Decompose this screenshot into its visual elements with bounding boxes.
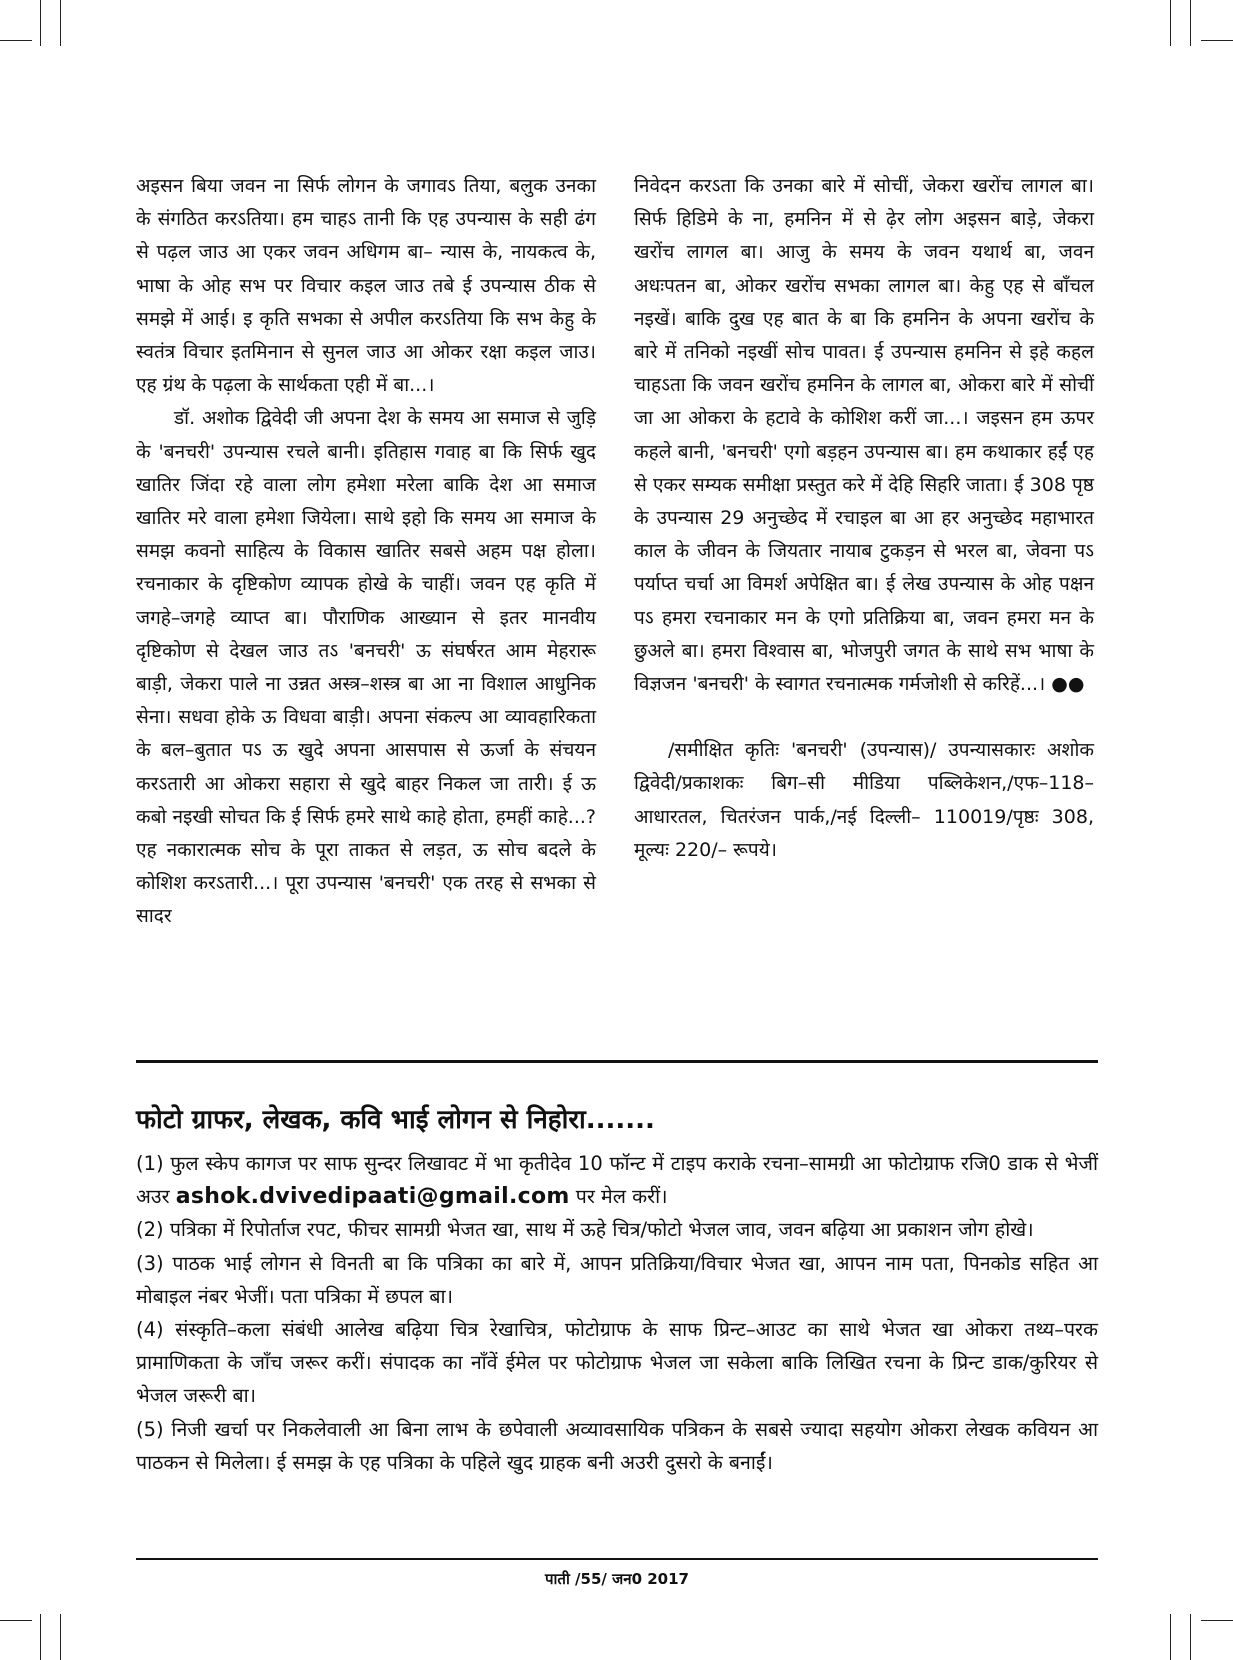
notice-item bbox=[136, 1147, 1098, 1213]
crop-mark bbox=[1190, 1614, 1191, 1660]
notice-item: (2) पत्रिका में रिपोर्ताज रपट, फीचर सामग्री भेजत खा, साथ में ऊहे चित्र/फोटो भेजल जाव, जवन बढ़िया आ प्रकाशन जोग होखे। bbox=[136, 1218, 1034, 1242]
page-footer: पाती /55/ जन0 2017 bbox=[545, 1570, 689, 1588]
crop-mark bbox=[60, 0, 61, 46]
crop-mark bbox=[1170, 0, 1171, 46]
article-paragraph: डॉ. अशोक द्विवेदी जी अपना देश के समय आ समाज से जुड़ि के 'बनचरी' उपन्यास रचले बानी। इतिहास गवाह बा कि सिर्फ खुद खातिर जिंदा रहे वाला लोग हमेशा मरेला बाकि देश आ समाज खातिर मरे वाला हमेशा जियेला। साथे इहो कि समय आ समाज के समझ कवनो साहित्य के विकास खातिर सबसे अहम पक्ष होला। रचनाकार के दृष्टिकोण व्यापक होखे के चाहीं। जवन एह कृति में जगहे–जगहे व्याप्त बा। पौराणिक आख्यान से इतर मानवीय दृष्टिकोण से देखल जाउ तऽ 'बनचरी' ऊ संघर्षरत आम मेहरारू बाड़ी, जेकरा पाले ना उन्नत अस्त्र–शस्त्र बा आ ना विशाल आधुनिक सेना। सधवा होके ऊ विधवा बाड़ी। अपना संकल्प आ व्यावहारिकता के बल–बुतात पऽ ऊ खुदे अपना आसपास से ऊर्जा के संचयन करऽतारी आ ओकरा सहारा से खुदे बाहर निकल जा तारी। ई ऊ कबो नइखी सोचत कि ई सिर्फ हमरे साथे काहे होता, हमहीं काहे...? एह नकारात्मक सोच के पूरा ताकत से लड़त, ऊ सोच बदले के कोशिश करऽतारी...। पूरा उपन्यास 'बनचरी' एक तरह से सभका से सादर bbox=[136, 407, 596, 928]
crop-mark bbox=[40, 1614, 41, 1660]
crop-mark bbox=[40, 0, 41, 46]
article-paragraph: निवेदन करऽता कि उनका बारे में सोचीं, जेकरा खरोंच लागल बा। सिर्फ हिडिमे के ना, हमनिन में से ढ़ेर लोग अइसन बाड़े, जेकरा खरोंच लागल बा। आजु के समय के जवन यथार्थ बा, जवन अधःपतन बा, ओकर खरोंच सभका लागल बा। केहु एह से बाँचल नइखें। बाकि दुख एह बात के बा कि हमनिन के अपना खरोंच के बारे में तनिको नइखीं सोच पावत। ई उपन्यास हमनिन से इहे कहल चाहऽता कि जवन खरोंच हमनिन के लागल बा, ओकरा बारे में सोचीं जा आ ओकरा के हटावे के कोशिश करीं जा...। जइसन हम ऊपर कहले बानी, 'बनचरी' एगो बड़हन उपन्यास बा। हम कथाकार हईं एह से एकर सम्यक समीक्षा प्रस्तुत करे में देहि सिहरि जाता। ई 308 पृष्ठ के उपन्यास 29 अनुच्छेद में रचाइल बा आ हर अनुच्छेद महाभारत काल के जीवन के जियतार नायाब टुकड़न से भरल बा, जेवना पऽ पर्याप्त चर्चा आ विमर्श अपेक्षित बा। ई लेख उपन्यास के ओह पक्षन पऽ हमरा रचनाकार मन के एगो प्रतिक्रिया बा, जवन हमरा मन के छुअले बा। हमरा विश्वास बा, भोजपुरी जगत के साथे सभ भाषा के विज्ञजन 'बनचरी' के स्वागत रचनात्मक गर्मजोशी से करिहें...। ●● bbox=[634, 175, 1094, 696]
footer-rule bbox=[136, 1558, 1098, 1560]
notice-list bbox=[136, 1147, 1098, 1479]
crop-mark bbox=[1190, 0, 1191, 46]
article-column-left bbox=[136, 170, 596, 934]
crop-mark bbox=[0, 40, 32, 41]
notice-item: (3) पाठक भाई लोगन से विनती बा कि पत्रिका का बारे में, आपन प्रतिक्रिया/विचार भेजत खा, आपन नाम पता, पिनकोड सहित आ मोबाइल नंबर भेजीं। पता पत्रिका में छपल बा। bbox=[136, 1251, 1098, 1308]
crop-mark bbox=[1201, 1620, 1233, 1621]
crop-mark bbox=[0, 1620, 32, 1621]
article-paragraph: अइसन बिया जवन ना सिर्फ लोगन के जगावऽ तिया, बलुक उनका के संगठित करऽतिया। हम चाहऽ तानी कि एह उपन्यास के सही ढंग से पढ़ल जाउ आ एकर जवन अधिगम बा– न्यास के, नायकत्व के, भाषा के ओह सभ पर विचार कइल जाउ तबे ई उपन्यास ठीक से समझे में आई। इ कृति सभका से अपील करऽतिया कि सभ केहु के स्वतंत्र विचार इतमिनान से सुनल जाउ आ ओकर रक्षा कइल जाउ। एह ग्रंथ के पढ़ला के सार्थकता एही में बा...। bbox=[136, 175, 596, 397]
notice-item: (4) संस्कृति–कला संबंधी आलेख बढ़िया चित्र रेखाचित्र, फोटोग्राफ के साफ प्रिन्ट–आउट का साथे भेजत खा ओकरा तथ्य–परक प्रामाणिकता के जाँच जरूर करीं। संपादक का नाँवें ईमेल पर फोटोग्राफ भेजल जा सकेला बाकि लिखित रचना के प्रिन्ट डाक/कुरियर से भेजल जरूरी बा। bbox=[136, 1318, 1098, 1408]
email-address[interactable]: ashok.dvivedipaati@gmail.com bbox=[175, 1184, 570, 1210]
notice-item-text: पर मेल करीं। bbox=[569, 1185, 668, 1209]
crop-mark bbox=[1201, 40, 1233, 41]
notice-heading: फोटो ग्राफर, लेखक, कवि भाई लोगन से निहोरा....... bbox=[136, 1105, 655, 1135]
book-credit: /समीक्षित कृतिः 'बनचरी' (उपन्यास)/ उपन्यासकारः अशोक द्विवेदी/प्रकाशकः बिग–सी मीडिया पब्लिकेशन,/एफ–118–आधारतल, चितरंजन पार्क,/नई दिल्ली– 110019/पृष्ठः 308, मूल्यः 220/– रूपये। bbox=[634, 739, 1094, 861]
section-divider bbox=[136, 1060, 1098, 1063]
article-column-right bbox=[634, 170, 1094, 867]
crop-mark bbox=[1170, 1614, 1171, 1660]
crop-mark bbox=[60, 1614, 61, 1660]
notice-item-text: (1) फुल स्केप कागज पर साफ सुन्दर लिखावट में भा कृतीदेव 10 फॉन्ट में टाइप कराके रचना–सामग्री आ फोटोग्राफ रजि0 डाक से भेजीं अउर bbox=[136, 1152, 1098, 1209]
notice-item: (5) निजी खर्चा पर निकलेवाली आ बिना लाभ के छपेवाली अव्यावसायिक पत्रिकन के सबसे ज्यादा सहयोग ओकरा लेखक कवियन आ पाठकन से मिलेला। ई समझ के एह पत्रिका के पहिले खुद ग्राहक बनी अउरी दुसरो के बनाईं। bbox=[136, 1417, 1098, 1474]
